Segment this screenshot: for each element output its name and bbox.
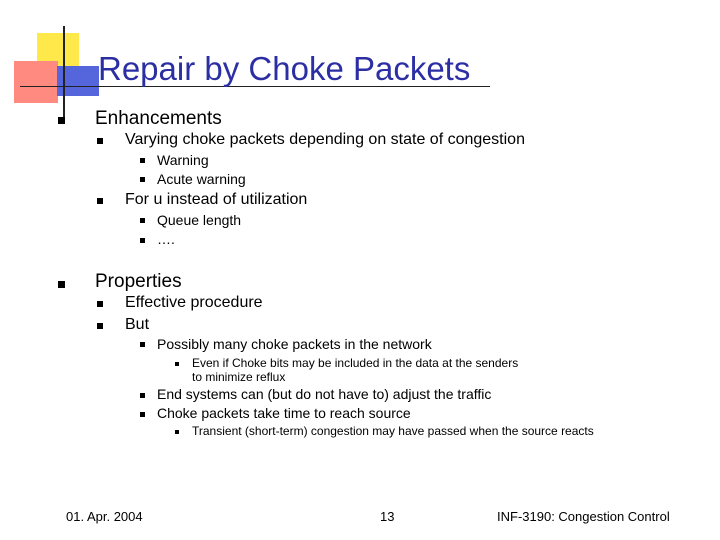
footer-course: INF-3190: Congestion Control [497, 509, 670, 524]
bullet-icon [175, 362, 179, 366]
footer-date: 01. Apr. 2004 [66, 509, 143, 524]
bullet-icon [140, 412, 145, 417]
bullet-ellipsis: …. [157, 231, 175, 247]
bullet-icon [140, 158, 145, 163]
bullet-acute-warning: Acute warning [157, 171, 246, 187]
bullet-icon [140, 342, 145, 347]
bullet-queue-length: Queue length [157, 212, 242, 228]
bullet-icon [140, 177, 145, 182]
bullet-icon [140, 393, 145, 398]
bullet-icon [97, 138, 103, 144]
bullet-icon [140, 218, 145, 223]
bullet-icon [97, 198, 103, 204]
decor-red-square [14, 61, 58, 103]
bullet-icon [97, 301, 103, 307]
bullet-choke-bits-continued: to minimize reflux [192, 370, 286, 384]
bullet-icon [140, 238, 145, 243]
bullet-icon [58, 281, 65, 288]
bullet-but: But [125, 316, 150, 333]
bullet-transient: Transient (short-term) congestion may have passed when the source reacts [192, 424, 594, 438]
bullet-varying-choke: Varying choke packets depending on state of congestion [125, 131, 525, 148]
bullet-take-time: Choke packets take time to reach source [157, 405, 411, 421]
bullet-many-choke-packets: Possibly many choke packets in the network [157, 336, 432, 352]
bullet-enhancements: Enhancements [95, 108, 222, 129]
bullet-icon [58, 117, 65, 124]
bullet-choke-bits: Even if Choke bits may be included in the data at the senders [192, 356, 519, 370]
footer-page-number: 13 [380, 509, 395, 524]
slide-title: Repair by Choke Packets [98, 50, 471, 87]
decor-vertical-line [63, 26, 65, 124]
bullet-warning: Warning [157, 152, 209, 168]
bullet-effective-procedure: Effective procedure [125, 294, 263, 311]
bullet-properties: Properties [95, 271, 182, 292]
bullet-icon [97, 323, 103, 329]
bullet-for-u: For u instead of utilization [125, 191, 308, 208]
bullet-end-systems: End systems can (but do not have to) adjust the traffic [157, 386, 492, 402]
bullet-icon [175, 430, 179, 434]
